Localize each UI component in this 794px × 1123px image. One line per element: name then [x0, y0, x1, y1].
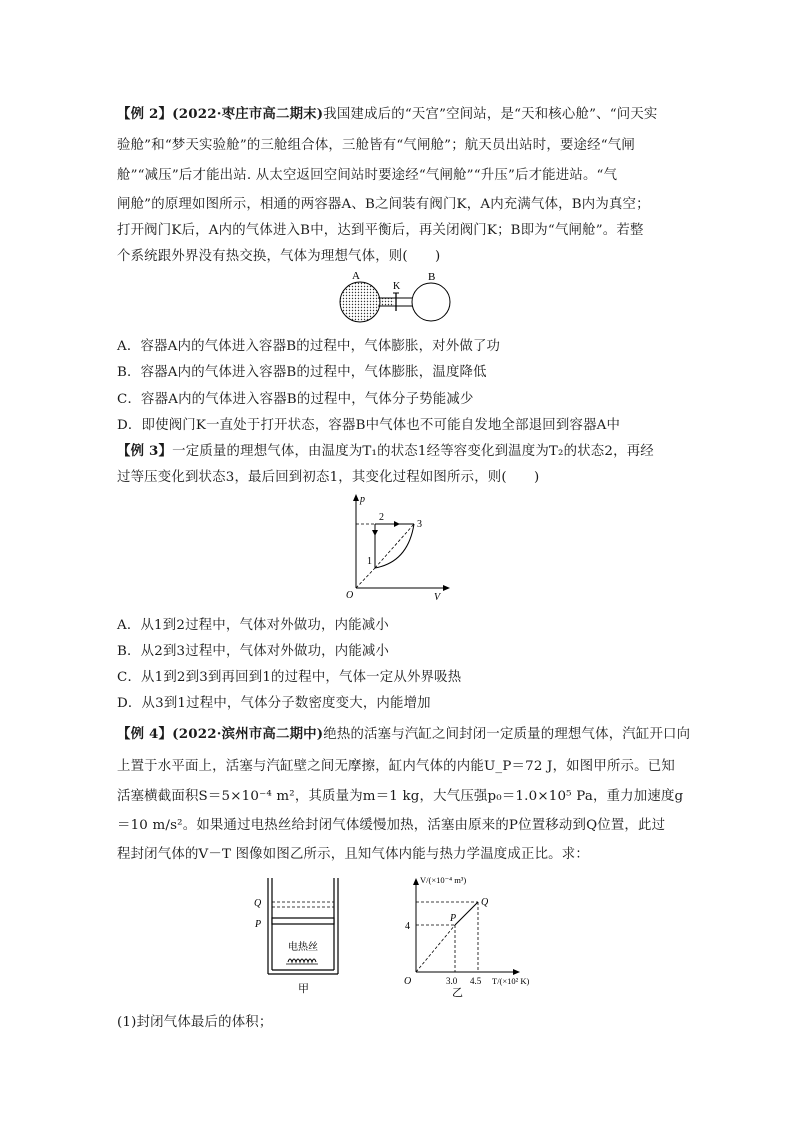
dashed-origin-to-1 [356, 568, 375, 588]
example3-line2: 过等压变化到状态3，最后回到初态1，其变化过程如图所示，则( ) [117, 470, 540, 485]
dashed-origin-to-p [416, 925, 455, 972]
example3-option-d: D．从3到1过程中，气体分子数密度变大，内能增加 [117, 696, 431, 711]
piston [272, 918, 334, 924]
example2-line6: 个系统跟外界没有热交换，气体为理想气体，则( ) [117, 249, 441, 264]
example2-text-1: 我国建成后的“天宫”空间站，是“天和核心舱”、“问天实 [323, 107, 658, 122]
example2-option-a: A．容器A内的气体进入容器B的过程中，气体膨胀，对外做了功 [117, 339, 501, 354]
y-axis-label: V/(×10⁻⁴ m³) [420, 875, 467, 885]
cylinder-figure [250, 872, 360, 997]
example3-option-c: C．从1到2到3到再回到1的过程中，气体一定从外界吸热 [117, 670, 462, 685]
label-k: K [393, 281, 401, 292]
example2-line4: 闸舱”的原理如图所示，相通的两容器A、B之间装有阀门K，A内充满气体，B内为真空； [117, 197, 650, 212]
example3-text-1: 一定质量的理想气体，由温度为T₁的状态1经等容变化到温度为T₂的状态2，再经 [172, 444, 654, 459]
connecting-tube-filled [378, 298, 394, 306]
example2-line5: 打开阀门K后，A内的气体进入B中，达到平衡后，再关闭阀门K；B即为“气闸舱”。若整 [117, 223, 644, 238]
label-heating-wire: 电热丝 [288, 942, 318, 953]
label-p: P [450, 913, 457, 924]
example4-line2: 上置于水平面上，活塞与汽缸壁之间无摩擦，缸内气体的内能U_P＝72 J，如图甲所示。已知 [117, 759, 675, 774]
label-state-1: 1 [367, 556, 372, 567]
pv-graph [342, 492, 452, 602]
example2-source: (2022·枣庄市高二期末) [172, 106, 324, 122]
label-v: V [434, 592, 441, 602]
example4-text-1: 绝热的活塞与汽缸之间封闭一定质量的理想气体，汽缸开口向 [323, 727, 691, 742]
example4-tag: 【例 4】 [117, 726, 173, 742]
example2-option-c: C．容器A内的气体进入容器B的过程中，气体分子势能减少 [117, 392, 474, 407]
example4-line5: 程封闭气体的V－T 图像如图乙所示，且知气体内能与热力学温度成正比。求： [117, 847, 589, 862]
example3-line1 [117, 440, 654, 459]
label-q: Q [481, 897, 489, 908]
caption-jia: 甲 [298, 983, 309, 995]
example2-line3: 舱”“减压”后才能出站. 从太空返回空间站时要途经“气闸舱”“升压”后才能进站。“气 [117, 168, 618, 183]
line-p-to-q [455, 902, 478, 925]
example3-option-a: A．从1到2过程中，气体对外做功，内能减小 [117, 618, 389, 633]
gas-chamber-figure [330, 267, 460, 329]
label-state-3: 3 [417, 519, 422, 530]
example3-tag: 【例 3】 [117, 443, 173, 459]
example2-line1 [117, 103, 658, 122]
label-q: Q [254, 898, 262, 909]
label-p: p [360, 494, 365, 505]
example4-line3: 活塞横截面积S＝5×10⁻⁴ m²，其质量为m＝1 kg，大气压强p₀＝1.0×10⁵ Pa，重力加速度g [117, 789, 684, 804]
container-b [412, 283, 450, 321]
example4-source: (2022·滨州市高二期中) [172, 726, 324, 742]
x-tick-45: 4.5 [470, 976, 482, 986]
example2-option-d: D．即使阀门K一直处于打开状态，容器B中气体也不可能自发地全部退回到容器A中 [117, 418, 621, 433]
process-3-to-1 [375, 524, 414, 568]
example2-option-b: B．容器A内的气体进入容器B的过程中，气体膨胀，温度降低 [117, 365, 487, 380]
label-state-2: 2 [379, 512, 384, 523]
example4-line4: ＝10 m/s²。如果通过电热丝给封闭气体缓慢加热，活塞由原来的P位置移动到Q位置，此过 [117, 818, 666, 833]
example4-question1: (1)封闭气体最后的体积； [117, 1015, 273, 1030]
example3-option-b: B．从2到3过程中，气体对外做功，内能减小 [117, 644, 390, 659]
container-a [340, 282, 380, 322]
label-a: A [352, 270, 360, 282]
label-p: P [255, 919, 262, 930]
label-origin: O [404, 976, 412, 987]
caption-yi: 乙 [452, 987, 463, 997]
example2-line2: 验舱”和“梦天实验舱”的三舱组合体，三舱皆有“气闸舱”；航天员出站时，要途经“气闸 [117, 138, 635, 153]
example2-tag: 【例 2】 [117, 106, 173, 122]
y-tick-4: 4 [405, 921, 410, 932]
vt-graph [398, 872, 558, 997]
label-o: O [346, 590, 354, 601]
dashed-1-to-3 [375, 524, 414, 568]
heating-wire-coil [288, 959, 316, 962]
x-axis-label: T/(×10² K) [492, 976, 530, 986]
label-b: B [428, 271, 436, 283]
example4-line1 [117, 723, 690, 742]
x-tick-3: 3.0 [446, 976, 458, 986]
